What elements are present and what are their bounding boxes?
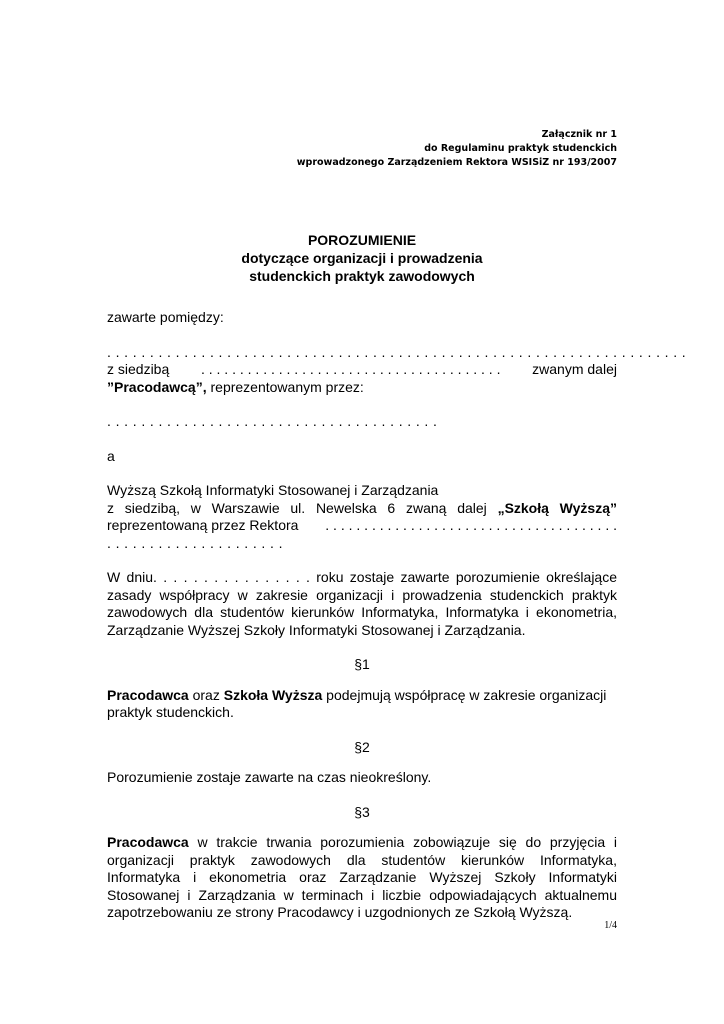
agreement-line-3: zawodowych dla studentów kierunków Informatyka, Informatyka i ekonometria, xyxy=(107,604,617,620)
section-1-text xyxy=(107,687,617,722)
title-line-1: POROZUMIENIE xyxy=(307,232,417,248)
section-1-heading: §1 xyxy=(354,656,370,672)
document-title xyxy=(107,231,617,285)
school-rep-prefix: reprezentowaną przez Rektora xyxy=(107,517,299,533)
school-rep-blank: . . . . . . . . . . . . . . . . . . . . . . . . . . . . . . . . . . . . . . xyxy=(325,517,617,533)
employer-name-blank: . . . . . . . . . . . . . . . . . . . . . . . . . . . . . . . . . . . . . . . . . . . . . . . . . . . . . . . . . . . . . . . . . . . . xyxy=(107,343,687,360)
s1-school: Szkoła Wyższa xyxy=(223,686,323,703)
agreement-line-4: Zarządzanie Wyższej Szkoły Informatyki Stosowanej i Zarządzania. xyxy=(107,621,526,638)
section-3-heading: §3 xyxy=(354,803,370,820)
seat-suffix: zwanym dalej xyxy=(532,361,617,377)
section-3-text xyxy=(107,834,617,922)
s3-employer: Pracodawca xyxy=(107,834,189,850)
s1-employer: Pracodawca xyxy=(107,686,189,703)
page-number: 1/4 xyxy=(604,920,617,931)
employer-representative-blank: . . . . . . . . . . . . . . . . . . . . . . . . . . . . . . . . . . . . . . . xyxy=(107,413,438,429)
s1-rest: podejmują współpracę w zakresie organizacji praktyk studenckich. xyxy=(107,686,607,720)
document-body xyxy=(107,309,687,922)
parties-intro: zawarte pomiędzy: xyxy=(107,309,224,325)
school-name: „Szkołą Wyższą” xyxy=(497,499,618,516)
employer-designation xyxy=(107,379,617,397)
agreement-paragraph xyxy=(107,569,617,639)
attachment-header xyxy=(297,128,617,170)
attachment-line-1: Załącznik nr 1 xyxy=(541,129,617,140)
seat-prefix: z siedzibą xyxy=(107,361,170,377)
title-line-2: dotyczące organizacji i prowadzenia xyxy=(241,250,483,266)
s1-and: oraz xyxy=(188,686,224,703)
section-2-text: Porozumienie zostaje zawarte na czas nieokreślony. xyxy=(107,769,432,785)
and-connector: a xyxy=(107,447,115,464)
agreement-line-2: zasady współpracy w zakresie organizacji i prowadzenia studenckich praktyk xyxy=(107,586,617,603)
attachment-line-2: do Regulaminu praktyk studenckich xyxy=(424,143,617,154)
s3-rest: w trakcie trwania porozumienia zobowiązuje się do przyjęcia i organizacji praktyk zawodowych dla studentów kierunków Informatyka, Informatyka i ekonometria oraz Zarządzanie Wyższej Szkoły Informatyki Stosowanej i Zarządzania w terminach i liczbie odpowiadających aktualnemu zapotrzebowaniu ze strony Pracodawcy i uzgodnionych ze Szkołą Wyższą. xyxy=(107,834,617,920)
section-2-heading: §2 xyxy=(354,738,370,755)
seat-blank: . . . . . . . . . . . . . . . . . . . . . . . . . . . . . . . . . . . . . . . xyxy=(200,361,501,377)
school-rep-blank-2: . . . . . . . . . . . . . . . . . . . . . xyxy=(107,534,283,551)
school-seat-text: z siedzibą, w Warszawie ul. Newelska 6 zwaną dalej xyxy=(107,499,498,516)
attachment-line-3: wprowadzonego Zarządzeniem Rektora WSISiZ nr 193/2007 xyxy=(296,157,617,168)
agreement-line-1: W dniu. . . . . . . . . . . . . . . . roku zostaje zawarte porozumienie określające xyxy=(107,569,617,585)
employer-name: ”Pracodawcą”, xyxy=(107,378,207,395)
employer-rest: reprezentowanym przez: xyxy=(206,378,364,395)
title-line-3: studenckich praktyk zawodowych xyxy=(249,268,475,284)
school-representative-line xyxy=(107,517,617,535)
school-line-1: Wyższą Szkołą Informatyki Stosowanej i Zarządzania xyxy=(107,482,439,498)
employer-seat-line xyxy=(107,361,617,379)
school-line-2 xyxy=(107,500,617,518)
